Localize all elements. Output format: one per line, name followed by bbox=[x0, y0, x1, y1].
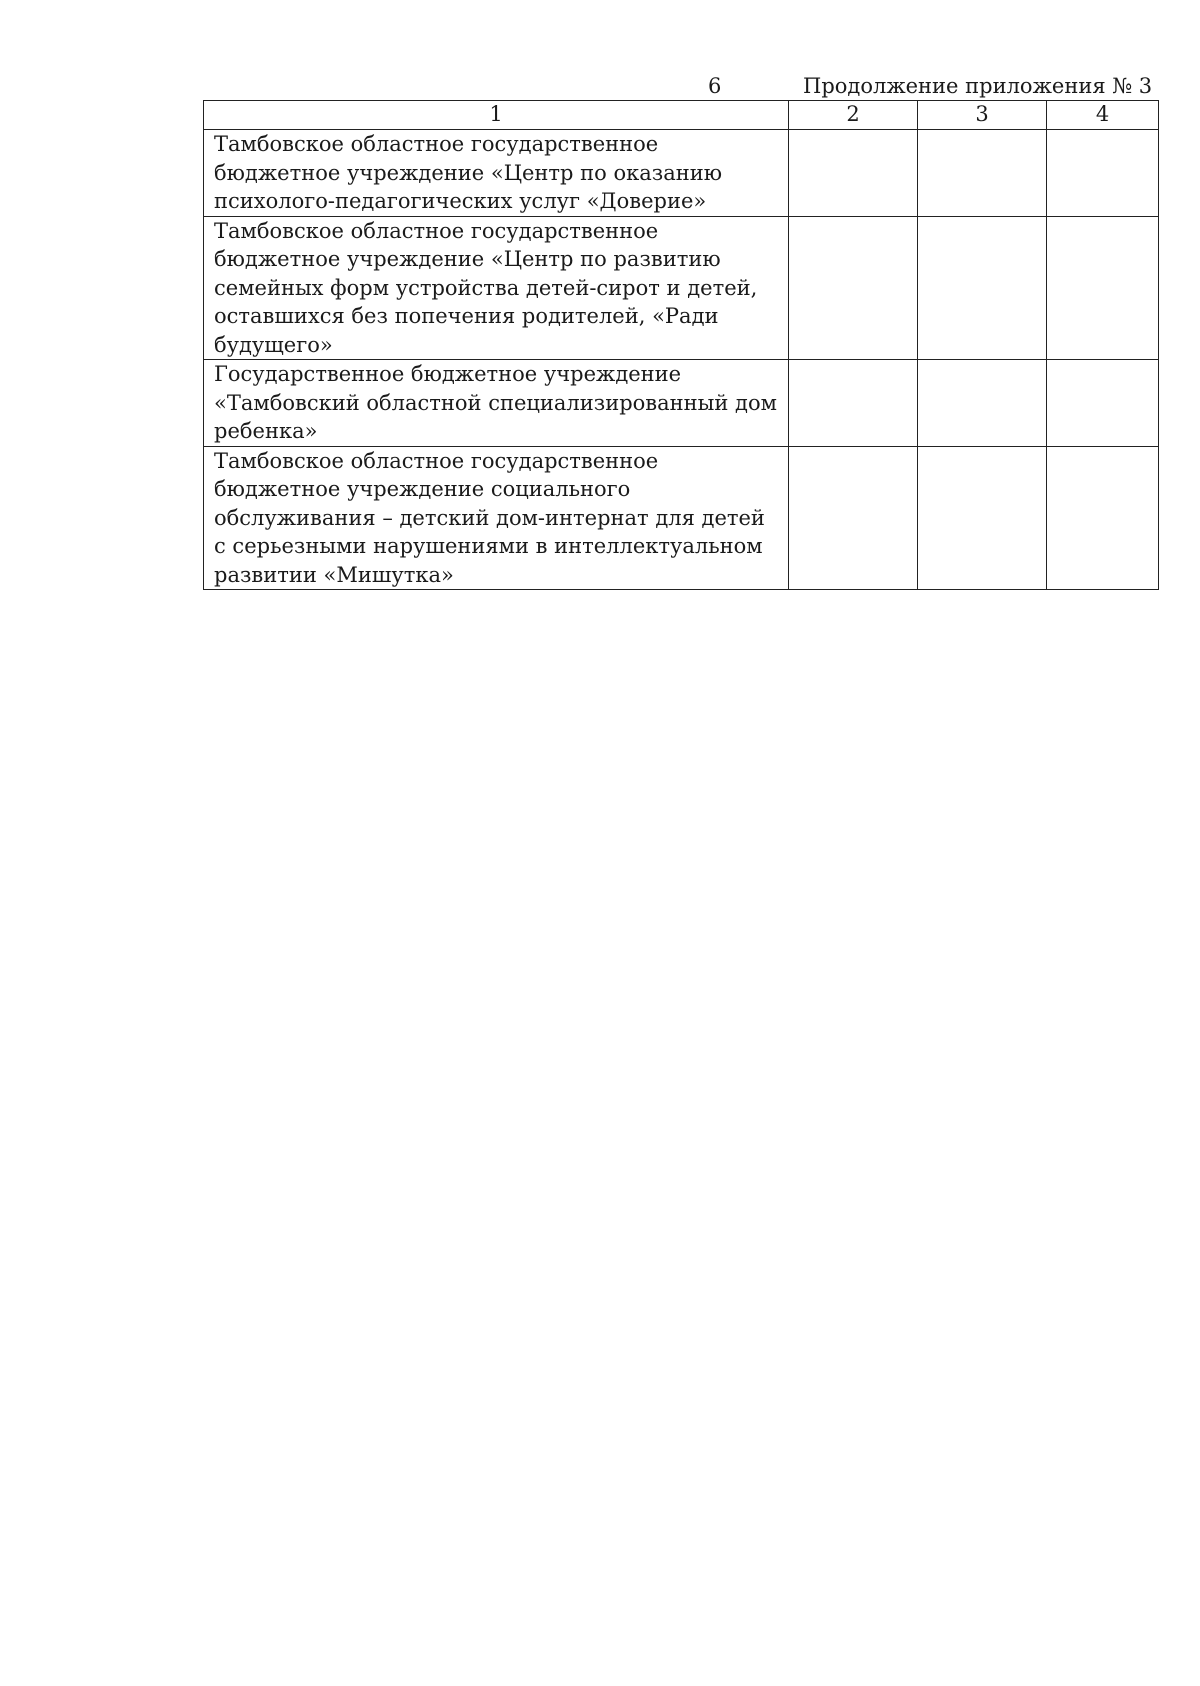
column-header-1: 1 bbox=[204, 101, 789, 130]
table-row bbox=[204, 216, 1159, 360]
institutions-table bbox=[203, 100, 1159, 590]
table-cell-col2 bbox=[789, 360, 918, 447]
table-row bbox=[204, 130, 1159, 217]
table-cell-col4 bbox=[1047, 130, 1159, 217]
column-header-2: 2 bbox=[789, 101, 918, 130]
table-cell-col3 bbox=[918, 216, 1047, 360]
column-header-4: 4 bbox=[1047, 101, 1159, 130]
table-cell-col3 bbox=[918, 130, 1047, 217]
table-cell-col2 bbox=[789, 130, 918, 217]
table-cell-col3 bbox=[918, 446, 1047, 590]
institution-name: Тамбовское областное государственное бюджетное учреждение социального обслуживания – детский дом-интернат для детей с серьезными нарушениями в интеллектуальном развитии «Мишутка» bbox=[204, 446, 789, 590]
page-number: 6 bbox=[708, 74, 722, 98]
table-cell-col3 bbox=[918, 360, 1047, 447]
table-cell-col4 bbox=[1047, 446, 1159, 590]
appendix-continuation-label: Продолжение приложения № 3 bbox=[803, 74, 1153, 98]
table-row bbox=[204, 446, 1159, 590]
institution-name: Тамбовское областное государственное бюджетное учреждение «Центр по развитию семейных форм устройства детей-сирот и детей, оставшихся без попечения родителей, «Ради будущего» bbox=[204, 216, 789, 360]
table-cell-col2 bbox=[789, 446, 918, 590]
table-cell-col4 bbox=[1047, 216, 1159, 360]
table-row bbox=[204, 360, 1159, 447]
column-header-3: 3 bbox=[918, 101, 1047, 130]
table-cell-col2 bbox=[789, 216, 918, 360]
page-header bbox=[203, 70, 1158, 100]
table-header-row bbox=[204, 101, 1159, 130]
institution-name: Государственное бюджетное учреждение «Тамбовский областной специализированный дом ребенка» bbox=[204, 360, 789, 447]
table-cell-col4 bbox=[1047, 360, 1159, 447]
institution-name: Тамбовское областное государственное бюджетное учреждение «Центр по оказанию психолого-педагогических услуг «Доверие» bbox=[204, 130, 789, 217]
